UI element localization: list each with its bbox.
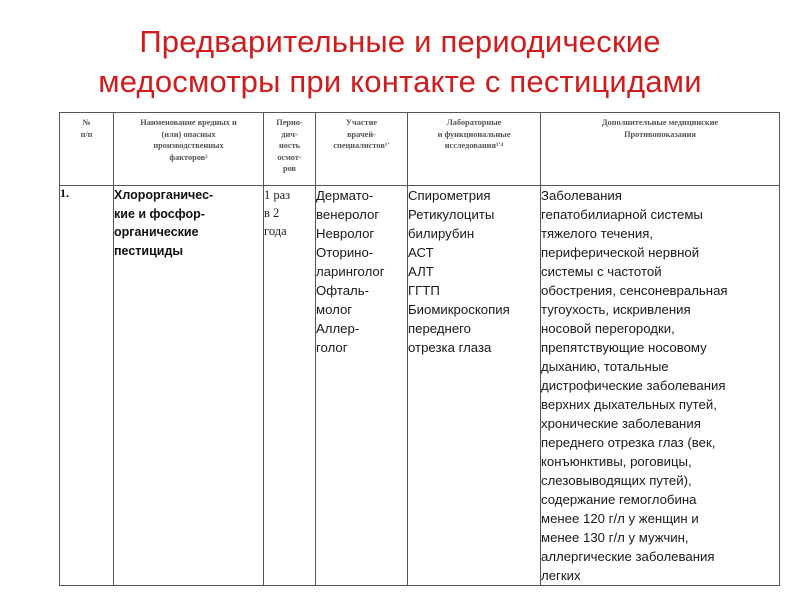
cell-line: тяжелого течения, — [541, 226, 654, 241]
cell-line: хронические заболевания — [541, 416, 701, 431]
title-line-2: медосмотры при контакте с пестицидами — [98, 64, 702, 99]
cell-line: Оторино- — [316, 245, 374, 260]
cell-line: Заболевания — [541, 188, 622, 203]
cell-line: отрезка глаза — [408, 340, 492, 355]
cell-line: дистрофические заболевания — [541, 378, 726, 393]
factor-cell — [114, 186, 264, 586]
cell-line: Офталь- — [316, 283, 370, 298]
cell-line: Дермато- — [316, 188, 374, 203]
cell-line: Противопоказания — [624, 129, 696, 139]
contraindications-cell — [541, 186, 780, 586]
cell-line: венеролог — [316, 207, 380, 222]
lab-tests-cell — [408, 186, 541, 586]
cell-line: аллергические заболевания — [541, 549, 715, 564]
cell-line: Аллер- — [316, 321, 360, 336]
cell-line: Спирометрия — [408, 188, 491, 203]
cell-line: ГГТП — [408, 283, 440, 298]
cell-line: пестициды — [114, 243, 184, 258]
cell-line: ларинголог — [316, 264, 385, 279]
header-contraindications — [541, 113, 780, 186]
cell-line: Перио- — [276, 118, 303, 127]
cell-line: конъюнктивы, роговицы, — [541, 454, 692, 469]
row-number: 1. — [60, 186, 114, 586]
cell-line: менее 120 г/л у женщин и — [541, 511, 699, 526]
cell-line: билирубин — [408, 226, 475, 241]
cell-line: молог — [316, 302, 353, 317]
cell-line: АСТ — [408, 245, 434, 260]
header-specialists — [316, 113, 408, 186]
cell-line: и функциональные — [437, 129, 511, 139]
table-header-row — [60, 113, 780, 186]
cell-line: легких — [541, 568, 581, 583]
cell-line: Невролог — [316, 226, 375, 241]
medical-exam-table — [59, 112, 780, 586]
cell-line: № — [82, 118, 91, 127]
cell-line: дич- — [281, 129, 298, 139]
cell-line: исследования¹'⁴ — [444, 141, 504, 150]
cell-line: осмот- — [277, 152, 302, 162]
cell-line: дыханию, тотальные — [541, 359, 669, 374]
periodicity-cell — [264, 186, 316, 586]
cell-line: слезовыводящих путей), — [541, 473, 692, 488]
cell-line: органические — [114, 225, 199, 239]
cell-line: факторов² — [169, 152, 208, 162]
cell-line: года — [264, 224, 287, 238]
cell-line: менее 130 г/л у мужчин, — [541, 530, 689, 545]
header-number — [60, 113, 114, 186]
specialists-cell — [316, 186, 408, 586]
cell-line: Наименование вредных и — [140, 118, 237, 127]
cell-line: Ретикулоциты — [408, 207, 495, 222]
cell-line: 1 раз — [264, 188, 291, 202]
cell-line: гепатобилиарной системы — [541, 207, 703, 222]
cell-line: периферической нервной — [541, 245, 700, 260]
cell-line: Биомикроскопия — [408, 302, 510, 317]
header-periodicity — [264, 113, 316, 186]
cell-line: содержание гемоглобина — [541, 492, 697, 507]
title-line-1: Предварительные и периодические — [139, 24, 661, 59]
cell-line: препятствующие носовому — [541, 340, 707, 355]
cell-line: Дополнительные медицинские — [601, 118, 719, 127]
cell-line: п/п — [80, 129, 93, 139]
cell-line: в 2 — [264, 206, 280, 220]
cell-line: кие и фосфор- — [114, 206, 205, 221]
cell-line: Лабораторные — [446, 118, 502, 127]
header-lab-tests — [408, 113, 541, 186]
cell-line: Участие — [345, 118, 378, 127]
cell-line: переднего — [408, 321, 472, 336]
cell-line: носовой перегородки, — [541, 321, 675, 336]
table-row — [60, 186, 780, 586]
cell-line: переднего отрезка глаз (век, — [541, 435, 716, 450]
cell-line: ров — [282, 164, 297, 173]
cell-line: производственных — [153, 141, 224, 150]
cell-line: тугоухость, искривления — [541, 302, 691, 317]
cell-line: АЛТ — [408, 264, 434, 279]
cell-line: специалистов¹' — [333, 141, 390, 150]
cell-line: верхних дыхательных путей, — [541, 397, 717, 412]
header-factor — [114, 113, 264, 186]
cell-line: Хлорорганичес- — [114, 188, 214, 202]
cell-line: (или) опасных — [161, 129, 216, 139]
cell-line: голог — [316, 340, 348, 355]
cell-line: врачей- — [347, 129, 376, 139]
cell-line: системы с частотой — [541, 264, 662, 279]
cell-line: обострения, сенсоневральная — [541, 283, 728, 298]
cell-line: ность — [278, 141, 301, 150]
page-title — [0, 22, 800, 102]
